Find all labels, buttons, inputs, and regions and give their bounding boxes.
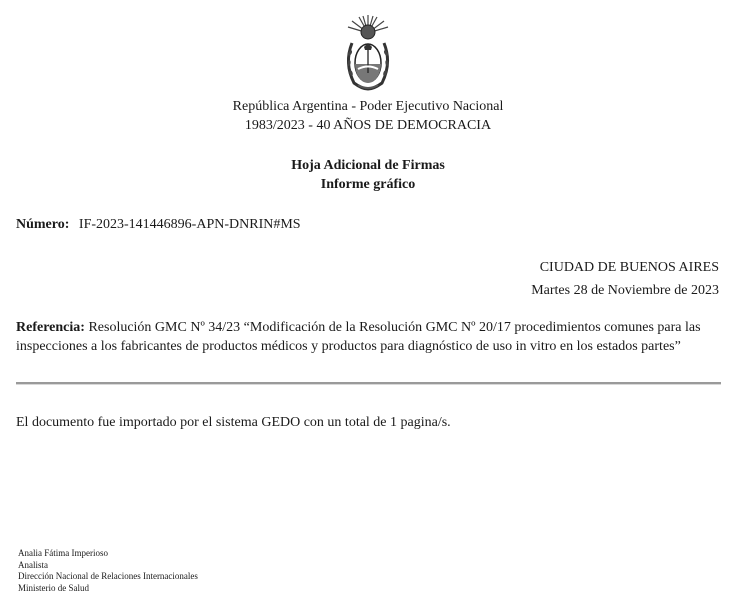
divider <box>16 382 721 385</box>
signer-ministry: Ministerio de Salud <box>18 582 89 593</box>
signer-office: Dirección Nacional de Relaciones Internacionales <box>18 571 198 581</box>
signer-name: Analia Fátima Imperioso <box>18 548 108 558</box>
commemorative-header: 1983/2023 - 40 AÑOS DE DEMOCRACIA <box>244 118 492 133</box>
document-title: Hoja Adicional de Firmas <box>291 158 445 173</box>
signer-role: Analista <box>18 559 48 570</box>
reference-label: Referencia: <box>16 320 85 335</box>
document-number-value: IF-2023-141446896-APN-DNRIN#MS <box>78 217 301 232</box>
document-number <box>16 215 301 234</box>
document-date: Martes 28 de Noviembre de 2023 <box>531 283 719 298</box>
reference <box>16 318 716 356</box>
document-number-label: Número: <box>16 217 70 232</box>
government-header: República Argentina - Poder Ejecutivo Nacional <box>232 99 504 114</box>
reference-text: Resolución GMC Nº 34/23 “Modificación de la Resolución GMC Nº 20/17 procedimientos comunes para las inspecciones a los fabricantes de productos médicos y productos para diagnóstico de uso in vitro en los estados partes” <box>16 320 701 354</box>
document-subtitle: Informe gráfico <box>320 177 416 192</box>
signer-block <box>18 548 198 594</box>
import-notice: El documento fue importado por el sistema GEDO con un total de 1 pagina/s. <box>16 415 451 430</box>
coat-of-arms-icon <box>338 13 398 93</box>
place-city: CIUDAD DE BUENOS AIRES <box>539 260 719 275</box>
